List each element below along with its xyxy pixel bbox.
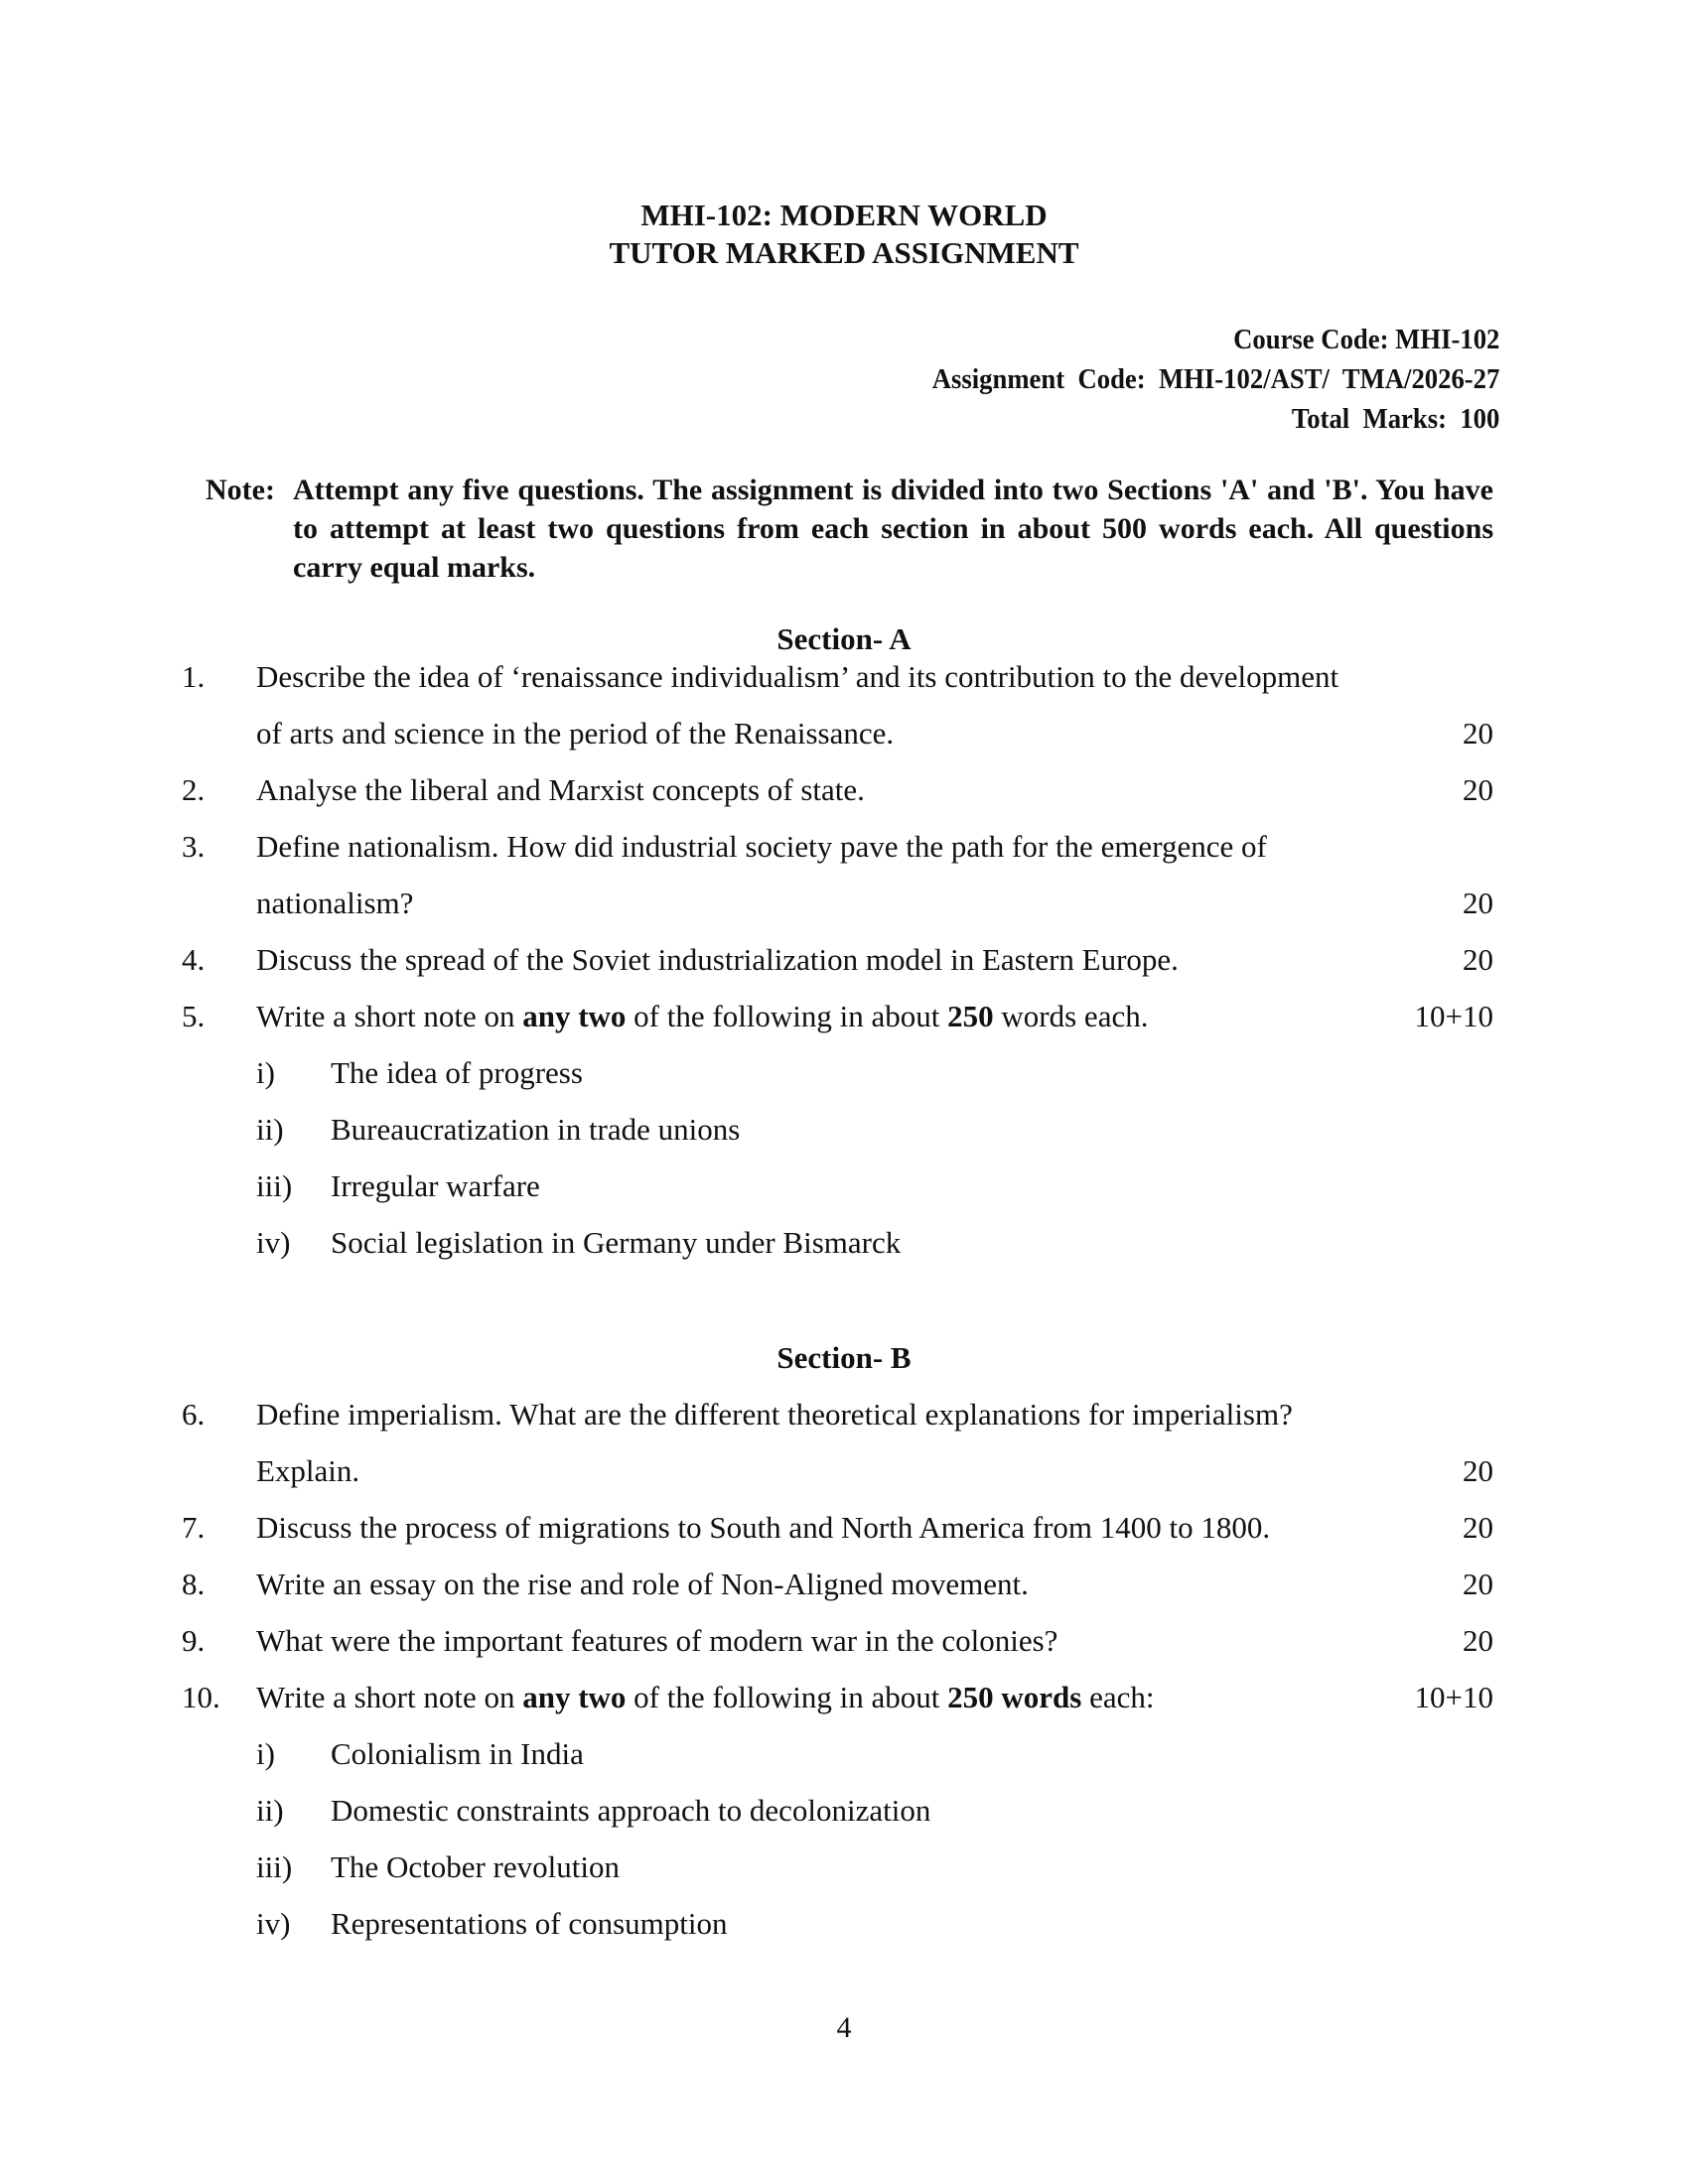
emphasis: any two: [522, 1680, 627, 1714]
question-text: Define imperialism. What are the different theoretical explanations for imperialism?: [256, 1397, 1293, 1432]
question-marks: 10+10: [1414, 1680, 1493, 1714]
question-8: [0, 1567, 1688, 1606]
question-marks: 20: [1463, 886, 1493, 920]
course-title: MHI-102: MODERN WORLD: [640, 198, 1048, 232]
sub-item-text: Social legislation in Germany under Bismarck: [331, 1225, 902, 1260]
question-number: 10.: [182, 1680, 220, 1714]
question-number: 3.: [182, 829, 206, 864]
question-text: nationalism?: [256, 886, 414, 920]
question-6-cont: [0, 1453, 1688, 1493]
sub-item-text: Representations of consumption: [331, 1906, 728, 1941]
question-text: Write an essay on the rise and role of Non-Aligned movement.: [256, 1567, 1029, 1601]
sub-item-number: i): [256, 1055, 275, 1090]
sub-item-number: ii): [256, 1793, 284, 1828]
emphasis: 250 words: [947, 1680, 1082, 1714]
question-number: 2.: [182, 772, 206, 807]
sub-item: [0, 1849, 1688, 1889]
question-text: Discuss the spread of the Soviet industrialization model in Eastern Europe.: [256, 942, 1179, 977]
sub-item: [0, 1168, 1688, 1208]
question-number: 8.: [182, 1567, 206, 1601]
sub-item: [0, 1112, 1688, 1152]
question-text: Write a short note on any two of the following in about 250 words each.: [256, 999, 1149, 1033]
assignment-title: TUTOR MARKED ASSIGNMENT: [609, 235, 1079, 270]
question-3: [0, 829, 1688, 869]
emphasis: 250: [947, 999, 994, 1033]
question-text: Explain.: [256, 1453, 360, 1488]
question-marks: 10+10: [1414, 999, 1493, 1033]
question-marks: 20: [1463, 1510, 1493, 1545]
question-marks: 20: [1463, 942, 1493, 977]
note-block: [206, 471, 1493, 587]
question-text: What were the important features of modern war in the colonies?: [256, 1623, 1058, 1658]
sub-item-number: iv): [256, 1906, 291, 1941]
question-marks: 20: [1463, 1623, 1493, 1658]
question-marks: 20: [1463, 716, 1493, 751]
note-label: Note:: [206, 474, 275, 506]
sub-item-number: iii): [256, 1849, 293, 1884]
question-number: 5.: [182, 999, 206, 1033]
question-9: [0, 1623, 1688, 1663]
question-number: 6.: [182, 1397, 206, 1432]
question-marks: 20: [1463, 1567, 1493, 1601]
question-10: [0, 1680, 1688, 1719]
question-text: Describe the idea of ‘renaissance individualism’ and its contribution to the development: [256, 659, 1339, 694]
sub-item-text: Bureaucratization in trade unions: [331, 1112, 741, 1147]
question-number: 4.: [182, 942, 206, 977]
sub-item: [0, 1225, 1688, 1265]
question-4: [0, 942, 1688, 982]
sub-item: [0, 1906, 1688, 1946]
sub-item: [0, 1736, 1688, 1776]
question-2: [0, 772, 1688, 812]
question-marks: 20: [1463, 772, 1493, 807]
question-number: 7.: [182, 1510, 206, 1545]
section-b-title: Section- B: [776, 1340, 912, 1375]
sub-item-text: The idea of progress: [331, 1055, 583, 1090]
question-text: Write a short note on any two of the following in about 250 words each:: [256, 1680, 1155, 1714]
assignment-codes: [931, 320, 1499, 439]
sub-item-text: Irregular warfare: [331, 1168, 540, 1203]
question-text: Discuss the process of migrations to South and North America from 1400 to 1800.: [256, 1510, 1271, 1545]
question-text: Define nationalism. How did industrial society pave the path for the emergence of: [256, 829, 1267, 864]
sub-item-text: The October revolution: [331, 1849, 620, 1884]
question-text: Analyse the liberal and Marxist concepts of state.: [256, 772, 865, 807]
question-5: [0, 999, 1688, 1038]
emphasis: any two: [522, 999, 627, 1033]
question-number: 1.: [182, 659, 206, 694]
sub-item-text: Domestic constraints approach to decolonization: [331, 1793, 931, 1828]
section-a-title: Section- A: [776, 621, 912, 656]
question-3-cont: [0, 886, 1688, 925]
course-code: Course Code: MHI-102: [1232, 324, 1499, 355]
sub-item: [0, 1793, 1688, 1833]
question-marks: 20: [1463, 1453, 1493, 1488]
sub-item-number: iv): [256, 1225, 291, 1260]
sub-item-number: ii): [256, 1112, 284, 1147]
question-6: [0, 1397, 1688, 1436]
assignment-code: Assignment Code: MHI-102/AST/ TMA/2026-27: [931, 363, 1499, 395]
question-1: [0, 659, 1688, 699]
total-marks: Total Marks: 100: [1291, 403, 1499, 435]
question-text: of arts and science in the period of the Renaissance.: [256, 716, 895, 751]
question-7: [0, 1510, 1688, 1550]
question-number: 9.: [182, 1623, 206, 1658]
page-number: 4: [836, 2011, 852, 2044]
question-1-cont: [0, 716, 1688, 755]
sub-item-number: i): [256, 1736, 275, 1771]
sub-item-number: iii): [256, 1168, 293, 1203]
sub-item: [0, 1055, 1688, 1095]
note-text: Attempt any five questions. The assignment is divided into two Sections 'A' and 'B'. You have to attempt at least two questions from each section in about 500 words each. All questions carry equal marks.: [293, 474, 1493, 584]
sub-item-text: Colonialism in India: [331, 1736, 584, 1771]
